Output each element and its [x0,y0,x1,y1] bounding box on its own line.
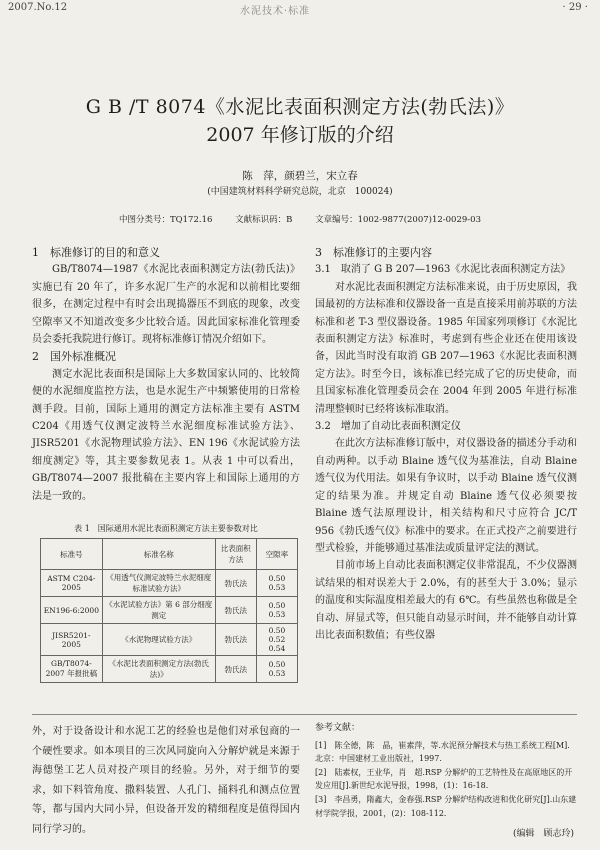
cell-porosity: 0.50 0.53 [256,570,297,597]
section-1-paragraph: GB/T8074—1987《水泥比表面积测定方法(勃氏法)》实施已有 20 年了，许多水泥厂生产的水泥和以前相比要细很多，在测定过程中有时会出现捣器压不到底的现象，改变空隙率又不知道改变多少比较合适。因此国家标准化管理委员会委托我院进行修订。现将标准修订情况介绍如下。 [32,264,300,346]
cell-name: 《水泥试验方法》第 6 部分细度测定 [102,597,215,624]
standards-comparison-table [40,538,298,683]
cell-method: 勃氏法 [215,656,256,683]
cell-code: EN196-6:2000 [41,597,103,624]
section-1-heading: 1 标准修订的目的和意义 [32,246,160,259]
classification-line [0,213,600,225]
section-3-1-paragraph: 对水泥比表面积测定方法标准来说，由于历史原因，我国最初的方法标准和仪器设备一直是直接采用前苏联的方法标准和老 T-3 型仪器设备。1985 年国家列项修订《水泥比表面积测定方法》标准时，考虑到有些企业还在使用该设备，因此当时没有取消 GB 207—1963《水泥比表面积测定方法》。时至今日，该标准已经完成了它的历史使命，而且国家标准化管理委员会在 2004 年到 2005 年进行标准清理整顿时已经将该标准取消。 [315,281,577,415]
cell-name: 《水泥物理试验方法》 [102,624,215,656]
running-header: 水泥技术·标准 [240,6,311,17]
editor-credit: (编辑 顾志玲) [512,829,574,839]
table-row [41,656,298,683]
previous-article-continuation: 外，对于设备设计和水泥工艺的经验也是他们对承包商的一个硬性要求。如本项目的三次风同旋向入分解炉就是来源于海德堡工艺人员对投产项目的经验。另外，对于细节的要求，如下料管角度、撒料装置、人孔门、捅料孔和测点位置等，都与国内大同小异，但设备开发的精细程度是值得国内同行学习的。 [32,726,300,835]
col-header-method: 比表面积方法 [215,539,256,570]
right-column [315,244,577,644]
article-title-line2: 2007 年修订版的介绍 [206,124,394,146]
table-caption: 表 1 国际通用水泥比表面积测定方法主要参数对比 [74,524,258,533]
cell-method: 勃氏法 [215,597,256,624]
authors: 陈 萍，颜碧兰，宋立春 [242,170,358,182]
article-number: 文章编号：1002-9877(2007)12-0029-03 [315,215,481,225]
section-3-2-paragraph-1: 在此次方法标准修订版中，对仪器设备的描述分手动和自动两种。以手动 Blaine 透气仪为基准法，自动 Blaine 透气仪为代用法。如果有争议时，以手动 Blaine 透气仪测定的结果为准。并规定自动 Blaine 透气仪必须要按 Blaine 透气法原理设计，相关结构和尺寸应符合 JC/T 956《勃氏透气仪》标准中的要求。在正式投产之前要进行型式检验，并能够通过基准法或质量评定法的测试。 [315,438,577,554]
cell-code: ASTM C204-2005 [41,570,103,597]
reference-item: [2] 陆素权，王业华，肖 超.RSP 分解炉的工艺特性及在高原地区的开发应用[J].新世纪水泥导报，1998，(1)：16-18. [315,767,573,791]
table-row [41,570,298,597]
clc-number: 中图分类号：TQ172.16 [119,215,213,225]
document-code: 文献标识码：B [235,215,293,225]
references [315,722,577,820]
col-header-porosity: 空隙率 [256,539,297,570]
col-header-code: 标准号 [41,539,103,570]
cell-porosity: 0.50 0.53 [256,597,297,624]
cell-method: 勃氏法 [215,624,256,656]
section-3-2-paragraph-2: 目前市场上自动比表面积测定仪非常混乱，不少仪器测试结果的相对误差大于 2.0%，有的甚至大于 3.0%；显示的温度和实际温度相差最大的有 6℃。有些虽然也称做是全自动、屏显式等，但只能自动显示时间，并不能够自动计算出比表面积数值；有些仪器 [315,560,577,641]
reference-item: [1] 陈全德，陈 晶，崔素萍，等.水泥预分解技术与热工系统工程[M].北京：中国建材工业出版社，1997. [315,740,570,764]
cell-code: JISR5201-2005 [41,624,103,656]
article-title-line1: G B /T 8074《水泥比表面积测定方法(勃氏法)》 [85,96,515,118]
table-header-row [41,539,298,570]
section-3-heading: 3 标准修订的主要内容 [315,246,432,259]
section-3-1-heading: 3.1 取消了 G B 207—1963《水泥比表面积测定方法》 [315,264,571,276]
cell-porosity: 0.50 0.53 [256,656,297,683]
page-number: · 29 · [562,2,588,13]
cell-method: 勃氏法 [215,570,256,597]
cell-name: 《用透气仪测定波特兰水泥细度标准试验方法》 [102,570,215,597]
cell-porosity: 0.50 0.52 0.54 [256,624,297,656]
col-header-name: 标准名称 [102,539,215,570]
section-divider [32,714,577,715]
journal-issue: 2007.No.12 [8,2,68,13]
reference-item: [3] 李昌勇，隋鑫大，金春强.RSP 分解炉结构改进和优化研究[J].山东建材学院学报，2001，(2)：108-112. [315,794,577,818]
affiliation: (中国建筑材料科学研究总院，北京 100024) [207,187,393,197]
cell-name: 《水泥比表面积测定方法(勃氏法)》 [102,656,215,683]
table-row [41,597,298,624]
table-row [41,624,298,656]
references-title: 参考文献： [315,723,361,733]
section-3-2-heading: 3.2 增加了自动比表面积测定仪 [315,421,461,433]
section-2-heading: 2 国外标准概况 [32,350,116,364]
left-column [32,244,310,505]
section-2-paragraph: 测定水泥比表面积是国际上大多数国家认同的、比较简便的水泥细度监控方法，也是水泥生产中频繁使用的日常检测手段。目前，国际上通用的测定方法标准主要有 ASTM C204《用透气仪测定波特兰水泥细度标准试验方法》、JISR5201《水泥物理试验方法》、EN 196《水泥试验方法 细度测定》等，其主要参数见表 1。从表 1 中可以看出，GB/T8074—2007 报批稿在主要内容上和国际上通用的方法是一致的。 [32,368,310,502]
cell-code: GB/T8074- 2007 年报批稿 [41,656,103,683]
